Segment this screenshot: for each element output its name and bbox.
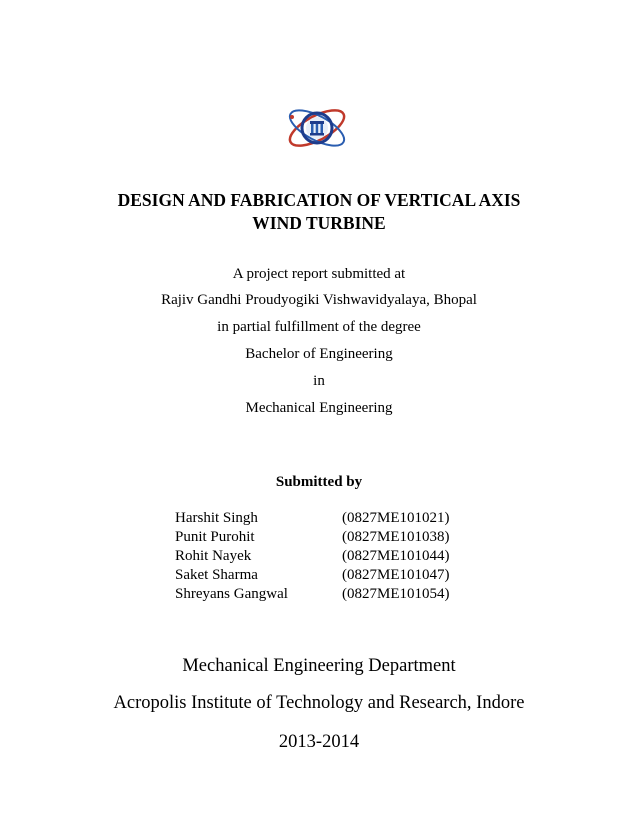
student-roll: (0827ME101021) [342,510,450,526]
submitted-by-heading: Submitted by [275,474,363,490]
student-roll: (0827ME101038) [342,529,450,545]
university-name: Rajiv Gandhi Proudyogiki Vishwavidyalaya, Bhopal [161,292,477,308]
student-roll: (0827ME101054) [342,586,450,602]
student-name: Shreyans Gangwal [175,586,288,602]
academic-session: 2013-2014 [278,732,360,752]
document-title-line-2: WIND TURBINE [252,213,386,233]
degree-name: Bachelor of Engineering [245,346,393,362]
student-name: Rohit Nayek [175,548,252,564]
branch-name: Mechanical Engineering [245,400,393,416]
submission-line-3: in partial fulfillment of the degree [217,319,421,335]
student-name: Harshit Singh [175,510,258,526]
department-name: Mechanical Engineering Department [182,656,456,676]
student-roll: (0827ME101044) [342,548,450,564]
document-title-line-1: DESIGN AND FABRICATION OF VERTICAL AXIS [117,190,521,210]
student-roll: (0827ME101047) [342,567,450,583]
student-name: Punit Purohit [175,529,255,545]
submission-line-1: A project report submitted at [232,266,406,282]
university-emblem-icon [283,97,351,159]
student-name: Saket Sharma [175,567,258,583]
submission-line-5: in [313,373,325,389]
institute-name: Acropolis Institute of Technology and Research, Indore [113,693,525,713]
